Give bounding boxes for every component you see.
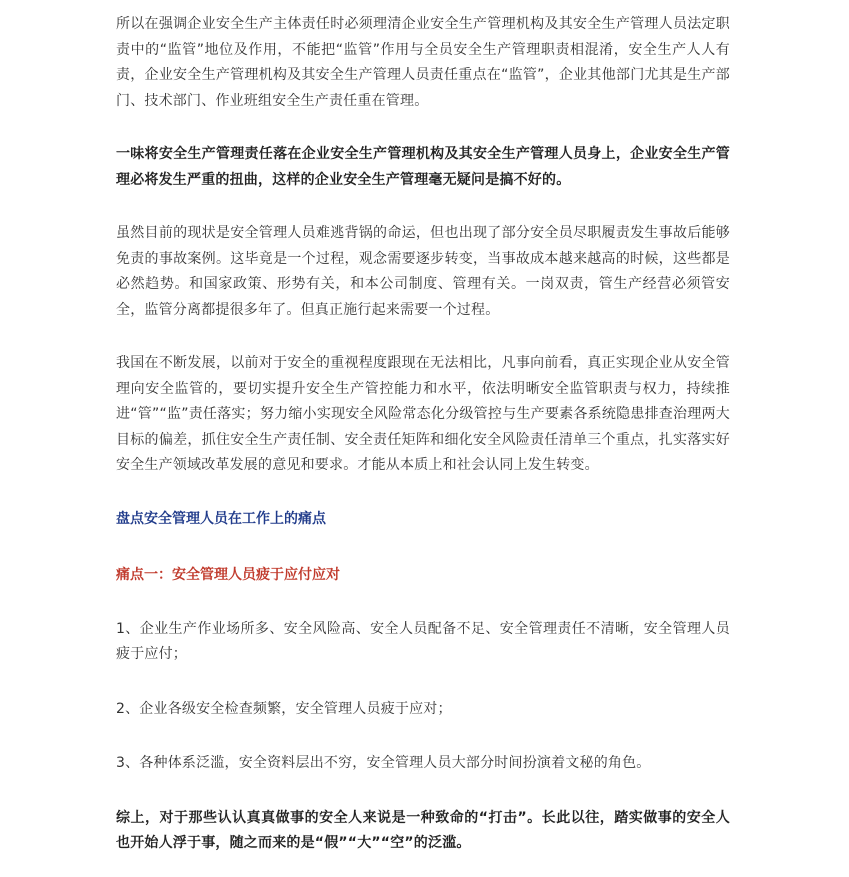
subheading-pain-point-one: 痛点一：安全管理人员疲于应付应对 bbox=[116, 566, 340, 583]
paragraph-responsibility: 所以在强调企业安全生产主体责任时必须理清企业安全生产管理机构及其安全生产管理人员法定职责中的“监管”地位及作用，不能把“监管”作用与全员安全生产管理职责相混淆，安全生产人人有责，企业安全生产管理机构及其安全生产管理人员责任重点在“监管”，企业其他部门尤其是生产部门、技术部门、作业班组安全生产责任重在管理。 bbox=[116, 16, 730, 109]
paragraph-distortion-bold: 一味将安全生产管理责任落在企业安全生产管理机构及其安全生产管理人员身上，企业安全生产管理必将发生严重的扭曲，这样的企业安全生产管理毫无疑问是搞不好的。 bbox=[116, 146, 730, 188]
paragraph-current-status: 虽然目前的现状是安全管理人员难逃背锅的命运，但也出现了部分安全员尽职履责发生事故后能够免责的事故案例。这毕竟是一个过程，观念需要逐步转变，当事故成本越来越高的时候，这些都是必然趋势。和国家政策、形势有关，和本公司制度、管理有关。一岗双责，管生产经营必须管安全，监管分离都提很多年了。但真正施行起来需要一个过程。 bbox=[116, 225, 730, 318]
list-item-2: 2、企业各级安全检查频繁，安全管理人员疲于应对； bbox=[116, 700, 452, 717]
section-heading-pain-points: 盘点安全管理人员在工作上的痛点 bbox=[116, 510, 326, 527]
article-body bbox=[116, 12, 730, 857]
list-item-1: 1、企业生产作业场所多、安全风险高、安全人员配备不足、安全管理责任不清晰，安全管理人员疲于应付； bbox=[116, 620, 730, 662]
paragraph-development: 我国在不断发展，以前对于安全的重视程度跟现在无法相比，凡事向前看，真正实现企业从安全管理向安全监管的，要切实提升安全生产管控能力和水平，依法明晰安全监管职责与权力，持续推进“管”“监”责任落实；努力缩小实现安全风险常态化分级管控与生产要素各系统隐患排查治理两大目标的偏差，抓住安全生产责任制、安全责任矩阵和细化安全风险责任清单三个重点，扎实落实好安全生产领域改革发展的意见和要求。才能从本质上和社会认同上发生转变。 bbox=[116, 355, 730, 473]
list-item-3: 3、各种体系泛滥，安全资料层出不穷，安全管理人员大部分时间扮演着文秘的角色。 bbox=[116, 755, 651, 771]
paragraph-conclusion-bold: 综上，对于那些认认真真做事的安全人来说是一种致命的“打击”。长此以往，踏实做事的安全人也开始人浮于事，随之而来的是“假”“大”“空”的泛滥。 bbox=[116, 809, 730, 851]
